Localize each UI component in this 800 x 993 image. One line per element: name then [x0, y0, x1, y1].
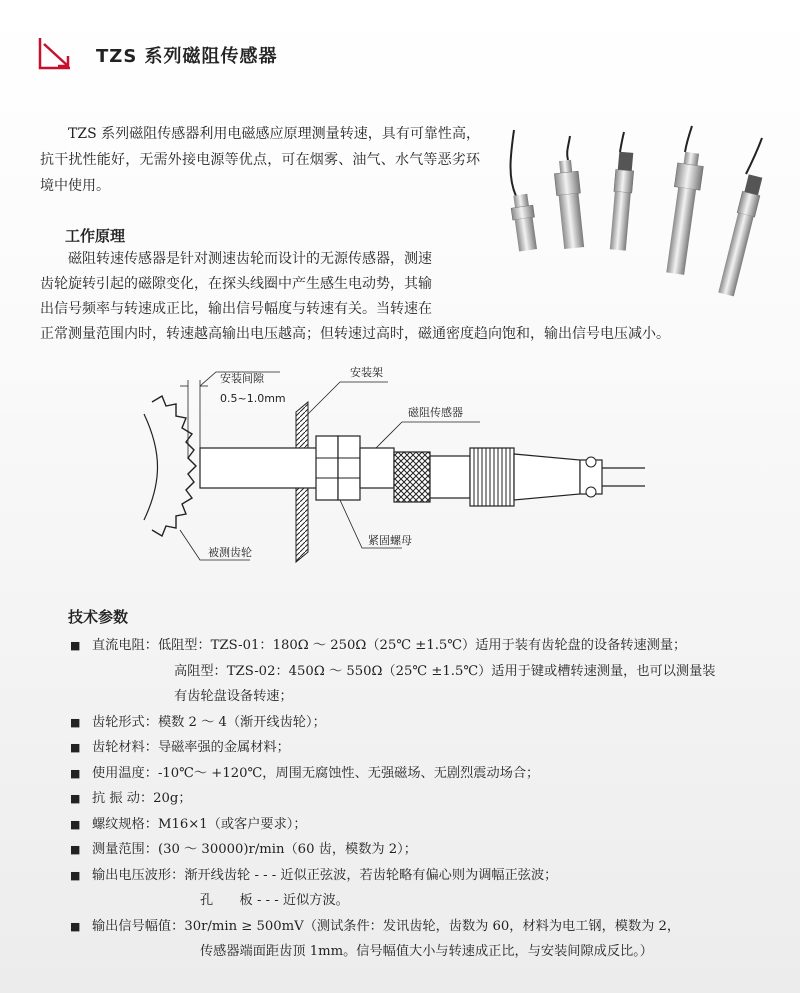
spec-text: 导磁率强的金属材料； [157, 740, 290, 755]
principle-line: 磁阻转速传感器是针对测速齿轮而设计的无源传感器，测速 [68, 251, 432, 267]
bullet-icon: ■ [70, 919, 81, 933]
spec-label: 输出电压波形： [92, 867, 185, 883]
red-arrow-logo-icon [36, 34, 76, 74]
principle-paragraph [40, 247, 720, 347]
nut-label: 紧固螺母 [368, 534, 412, 547]
spec-item [70, 710, 770, 736]
sensor-label: 磁阻传感器 [408, 406, 463, 419]
gap-value: 0.5~1.0mm [220, 392, 286, 405]
spec-text: 渐开线齿轮 - - - 近似正弦波，若齿轮略有偏心则为调幅正弦波； [184, 867, 558, 883]
spec-text: 模数 2 ～ 4（渐开线齿轮）； [157, 714, 326, 730]
spec-label: 使用温度： [92, 765, 158, 781]
spec-text: -10℃～ +120℃，周围无腐蚀性、无强磁场、无剧烈震动场合； [157, 765, 540, 781]
spec-text: M16×1（或客户要求）； [157, 816, 307, 832]
spec-label: 输出信号幅值： [92, 918, 185, 934]
gear-label: 被测齿轮 [208, 546, 252, 559]
principle-line: 正常测量范围内时，转速越高输出电压越高；但转速过高时，磁通密度趋向饱和，输出信号电压减小。 [40, 326, 670, 342]
spec-label: 螺纹规格： [92, 816, 158, 832]
spec-item [70, 633, 770, 659]
spec-label: 齿轮材料： [92, 740, 158, 755]
bullet-icon: ■ [70, 868, 81, 882]
principle-heading: 工作原理 [65, 227, 126, 245]
spec-item [70, 761, 770, 787]
bracket-label: 安装架 [350, 366, 383, 379]
specs-heading: 技术参数 [68, 608, 129, 626]
spec-continuation: 传感器端面距齿顶 1mm。信号幅值大小与转速成正比，与安装间隙成反比。） [200, 944, 653, 959]
spec-text: 20g； [153, 791, 192, 806]
bullet-icon: ■ [70, 766, 81, 780]
spec-label: 测量范围： [92, 842, 158, 857]
spec-item [70, 812, 770, 838]
spec-item [70, 914, 770, 940]
spec-text: 低阻型：TZS-01：180Ω ～ 250Ω（25℃ ±1.5℃）适用于装有齿轮盘的设备转速测量； [157, 638, 687, 653]
spec-item [70, 837, 770, 863]
spec-label: 抗 振 动： [92, 791, 154, 806]
installation-diagram [140, 362, 660, 582]
spec-item [70, 863, 770, 889]
page-title: TZS 系列磁阻传感器 [96, 46, 278, 67]
bullet-icon: ■ [70, 741, 81, 754]
bullet-icon: ■ [70, 817, 81, 831]
bullet-icon: ■ [70, 792, 81, 805]
specs-list [70, 633, 770, 965]
bullet-icon: ■ [70, 715, 81, 729]
intro-paragraph: TZS 系列磁阻传感器利用电磁感应原理测量转速，具有可靠性高，抗干扰性能好，无需外接电源等优点，可在烟雾、油气、水气等恶劣环境中使用。 [40, 126, 480, 194]
spec-continuation: 高阻型：TZS-02：450Ω ～ 550Ω（25℃ ±1.5℃）适用于键或槽转速测量，也可以测量装 [174, 663, 716, 679]
bullet-icon: ■ [70, 843, 81, 856]
spec-item [70, 735, 770, 761]
gap-label: 安装间隙 [220, 372, 264, 385]
spec-label: 齿轮形式： [92, 714, 158, 730]
principle-line: 齿轮旋转引起的磁隙变化，在探头线圈中产生感生电动势，其输 [40, 276, 432, 292]
spec-item [70, 786, 770, 812]
spec-text: 30r/min ≥ 500mV（测试条件：发讯齿轮，齿数为 60，材料为电工钢，模数为 2， [184, 918, 681, 934]
page-header [36, 34, 336, 74]
spec-continuation: 有齿轮盘设备转速； [174, 689, 293, 704]
bullet-icon: ■ [70, 639, 81, 652]
spec-continuation: 孔 板 - - - 近似方波。 [200, 893, 349, 908]
spec-label: 直流电阻： [92, 638, 158, 653]
spec-text: (30 ～ 30000)r/min（60 齿，模数为 2）； [157, 842, 417, 857]
principle-line: 出信号频率与转速成正比，输出信号幅度与转速有关。当转速在 [40, 301, 432, 317]
